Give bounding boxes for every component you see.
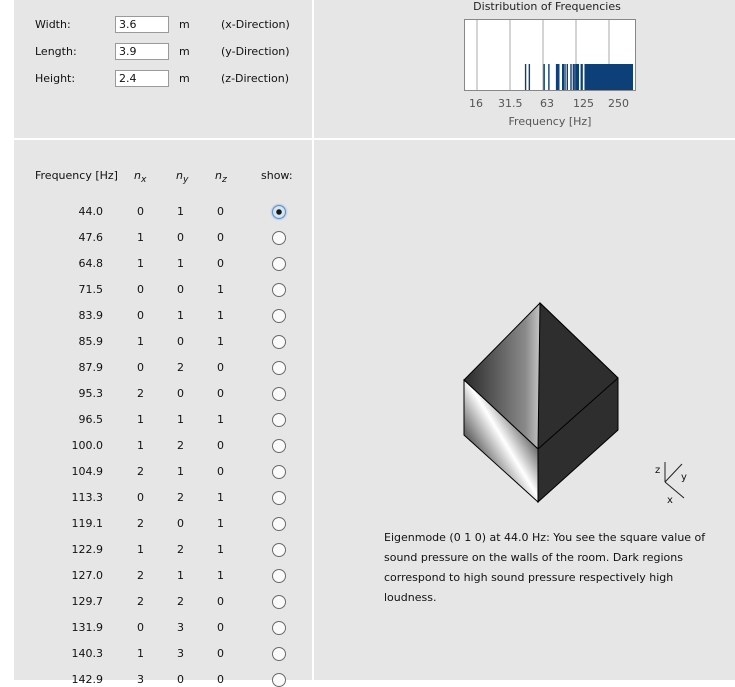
frequency-cell: 64.8 bbox=[78, 257, 103, 270]
ny-cell: 2 bbox=[177, 361, 184, 374]
frequency-distribution-panel bbox=[314, 0, 735, 138]
frequency-cell: 127.0 bbox=[71, 569, 103, 582]
nz-cell: 0 bbox=[217, 257, 224, 270]
nx-cell: 1 bbox=[137, 257, 144, 270]
frequency-cell: 129.7 bbox=[71, 595, 103, 608]
nx-cell: 2 bbox=[137, 595, 144, 608]
ny-cell: 2 bbox=[177, 595, 184, 608]
axis-y-label: y bbox=[681, 472, 687, 483]
show-mode-radio[interactable] bbox=[272, 595, 286, 609]
frequency-cell: 85.9 bbox=[78, 335, 103, 348]
room-3d-view bbox=[454, 295, 629, 510]
show-mode-radio[interactable] bbox=[272, 621, 286, 635]
nz-cell: 1 bbox=[217, 491, 224, 504]
nz-cell: 0 bbox=[217, 647, 224, 660]
height-direction: (z-Direction) bbox=[221, 72, 290, 85]
tick-250: 250 bbox=[608, 97, 629, 110]
length-direction: (y-Direction) bbox=[221, 45, 290, 58]
nz-cell: 1 bbox=[217, 413, 224, 426]
frequency-cell: 71.5 bbox=[78, 283, 103, 296]
show-mode-radio[interactable] bbox=[272, 647, 286, 661]
nx-cell: 0 bbox=[137, 283, 144, 296]
nx-cell: 1 bbox=[137, 543, 144, 556]
nx-cell: 0 bbox=[137, 361, 144, 374]
show-mode-radio[interactable] bbox=[272, 517, 286, 531]
show-mode-radio[interactable] bbox=[272, 413, 286, 427]
ny-cell: 2 bbox=[177, 491, 184, 504]
show-mode-radio[interactable] bbox=[272, 361, 286, 375]
nz-cell: 1 bbox=[217, 283, 224, 296]
distribution-plot bbox=[464, 19, 636, 91]
nz-cell: 1 bbox=[217, 335, 224, 348]
nx-cell: 2 bbox=[137, 465, 144, 478]
nz-cell: 0 bbox=[217, 231, 224, 244]
nx-cell: 1 bbox=[137, 439, 144, 452]
ny-cell: 1 bbox=[177, 309, 184, 322]
show-mode-radio[interactable] bbox=[272, 387, 286, 401]
ny-cell: 0 bbox=[177, 283, 184, 296]
ny-cell: 1 bbox=[177, 205, 184, 218]
show-mode-radio[interactable] bbox=[272, 205, 286, 219]
frequency-cell: 47.6 bbox=[78, 231, 103, 244]
nx-cell: 0 bbox=[137, 309, 144, 322]
nz-cell: 1 bbox=[217, 543, 224, 556]
ny-cell: 3 bbox=[177, 647, 184, 660]
show-mode-radio[interactable] bbox=[272, 491, 286, 505]
frequency-cell: 142.9 bbox=[71, 673, 103, 686]
nz-cell: 0 bbox=[217, 205, 224, 218]
header-nx: $n_x$ bbox=[134, 169, 147, 186]
ny-cell: 0 bbox=[177, 517, 184, 530]
header-frequency: Frequency [Hz] bbox=[35, 169, 118, 182]
nz-cell: 0 bbox=[217, 361, 224, 374]
show-mode-radio[interactable] bbox=[272, 543, 286, 557]
show-mode-radio[interactable] bbox=[272, 439, 286, 453]
length-label: Length: bbox=[35, 45, 77, 58]
ny-cell: 1 bbox=[177, 465, 184, 478]
show-mode-radio[interactable] bbox=[272, 257, 286, 271]
frequency-cell: 96.5 bbox=[78, 413, 103, 426]
eigenmode-description: Eigenmode (0 1 0) at 44.0 Hz: You see the square value of sound pressure on the walls of the room. Dark regions correspond to high sound pressure respectively high loudness. bbox=[384, 531, 706, 604]
width-input[interactable] bbox=[115, 16, 169, 33]
nx-cell: 1 bbox=[137, 647, 144, 660]
nz-cell: 0 bbox=[217, 673, 224, 686]
length-unit: m bbox=[179, 45, 190, 58]
distribution-bars bbox=[465, 20, 635, 90]
ny-cell: 1 bbox=[177, 569, 184, 582]
nx-cell: 3 bbox=[137, 673, 144, 686]
nx-cell: 2 bbox=[137, 569, 144, 582]
frequency-cell: 119.1 bbox=[71, 517, 103, 530]
show-mode-radio[interactable] bbox=[272, 231, 286, 245]
ny-cell: 1 bbox=[177, 257, 184, 270]
room-view-panel bbox=[314, 140, 735, 680]
room-wall-right bbox=[538, 303, 618, 502]
tick-125: 125 bbox=[573, 97, 594, 110]
nz-cell: 0 bbox=[217, 465, 224, 478]
ny-cell: 0 bbox=[177, 387, 184, 400]
frequency-cell: 83.9 bbox=[78, 309, 103, 322]
nz-cell: 1 bbox=[217, 517, 224, 530]
nz-cell: 1 bbox=[217, 569, 224, 582]
ny-cell: 1 bbox=[177, 413, 184, 426]
frequency-cell: 95.3 bbox=[78, 387, 103, 400]
show-mode-radio[interactable] bbox=[272, 465, 286, 479]
distribution-xlabel: Frequency [Hz] bbox=[508, 115, 592, 128]
frequency-cell: 87.9 bbox=[78, 361, 103, 374]
frequency-cell: 131.9 bbox=[71, 621, 103, 634]
ny-cell: 2 bbox=[177, 439, 184, 452]
nx-cell: 1 bbox=[137, 231, 144, 244]
ny-cell: 3 bbox=[177, 621, 184, 634]
axes-indicator bbox=[649, 458, 689, 506]
header-show: show: bbox=[261, 169, 293, 182]
axis-x-label: x bbox=[667, 495, 673, 506]
tick-31-5: 31.5 bbox=[498, 97, 523, 110]
distribution-title: Distribution of Frequencies bbox=[473, 0, 621, 13]
nx-cell: 1 bbox=[137, 335, 144, 348]
ny-cell: 0 bbox=[177, 231, 184, 244]
frequency-cell: 100.0 bbox=[71, 439, 103, 452]
ny-cell: 2 bbox=[177, 543, 184, 556]
show-mode-radio[interactable] bbox=[272, 283, 286, 297]
width-direction: (x-Direction) bbox=[221, 18, 290, 31]
show-mode-radio[interactable] bbox=[272, 335, 286, 349]
nx-cell: 1 bbox=[137, 413, 144, 426]
height-unit: m bbox=[179, 72, 190, 85]
height-label: Height: bbox=[35, 72, 76, 85]
frequency-cell: 122.9 bbox=[71, 543, 103, 556]
nz-cell: 0 bbox=[217, 387, 224, 400]
frequency-cell: 44.0 bbox=[78, 205, 103, 218]
show-mode-radio[interactable] bbox=[272, 309, 286, 323]
nz-cell: 0 bbox=[217, 595, 224, 608]
axis-z-label: z bbox=[655, 465, 661, 476]
nz-cell: 0 bbox=[217, 621, 224, 634]
nx-cell: 0 bbox=[137, 621, 144, 634]
nx-cell: 0 bbox=[137, 491, 144, 504]
nz-cell: 0 bbox=[217, 439, 224, 452]
modes-table-panel bbox=[14, 140, 312, 686]
frequency-lines bbox=[526, 64, 633, 90]
nx-cell: 0 bbox=[137, 205, 144, 218]
width-label: Width: bbox=[35, 18, 71, 31]
width-unit: m bbox=[179, 18, 190, 31]
header-nz: $n_z$ bbox=[215, 169, 227, 186]
frequency-cell: 140.3 bbox=[71, 647, 103, 660]
nx-cell: 2 bbox=[137, 387, 144, 400]
nx-cell: 2 bbox=[137, 517, 144, 530]
length-input[interactable] bbox=[115, 43, 169, 60]
high-mode-band bbox=[584, 64, 633, 90]
nz-cell: 1 bbox=[217, 309, 224, 322]
header-ny: $n_y$ bbox=[176, 169, 189, 186]
room-dimensions-panel bbox=[14, 0, 312, 138]
ny-cell: 0 bbox=[177, 673, 184, 686]
show-mode-radio[interactable] bbox=[272, 569, 286, 583]
height-input[interactable] bbox=[115, 70, 169, 87]
frequency-cell: 104.9 bbox=[71, 465, 103, 478]
ny-cell: 0 bbox=[177, 335, 184, 348]
show-mode-radio[interactable] bbox=[272, 673, 286, 687]
tick-63: 63 bbox=[540, 97, 554, 110]
frequency-cell: 113.3 bbox=[71, 491, 103, 504]
tick-16: 16 bbox=[469, 97, 483, 110]
